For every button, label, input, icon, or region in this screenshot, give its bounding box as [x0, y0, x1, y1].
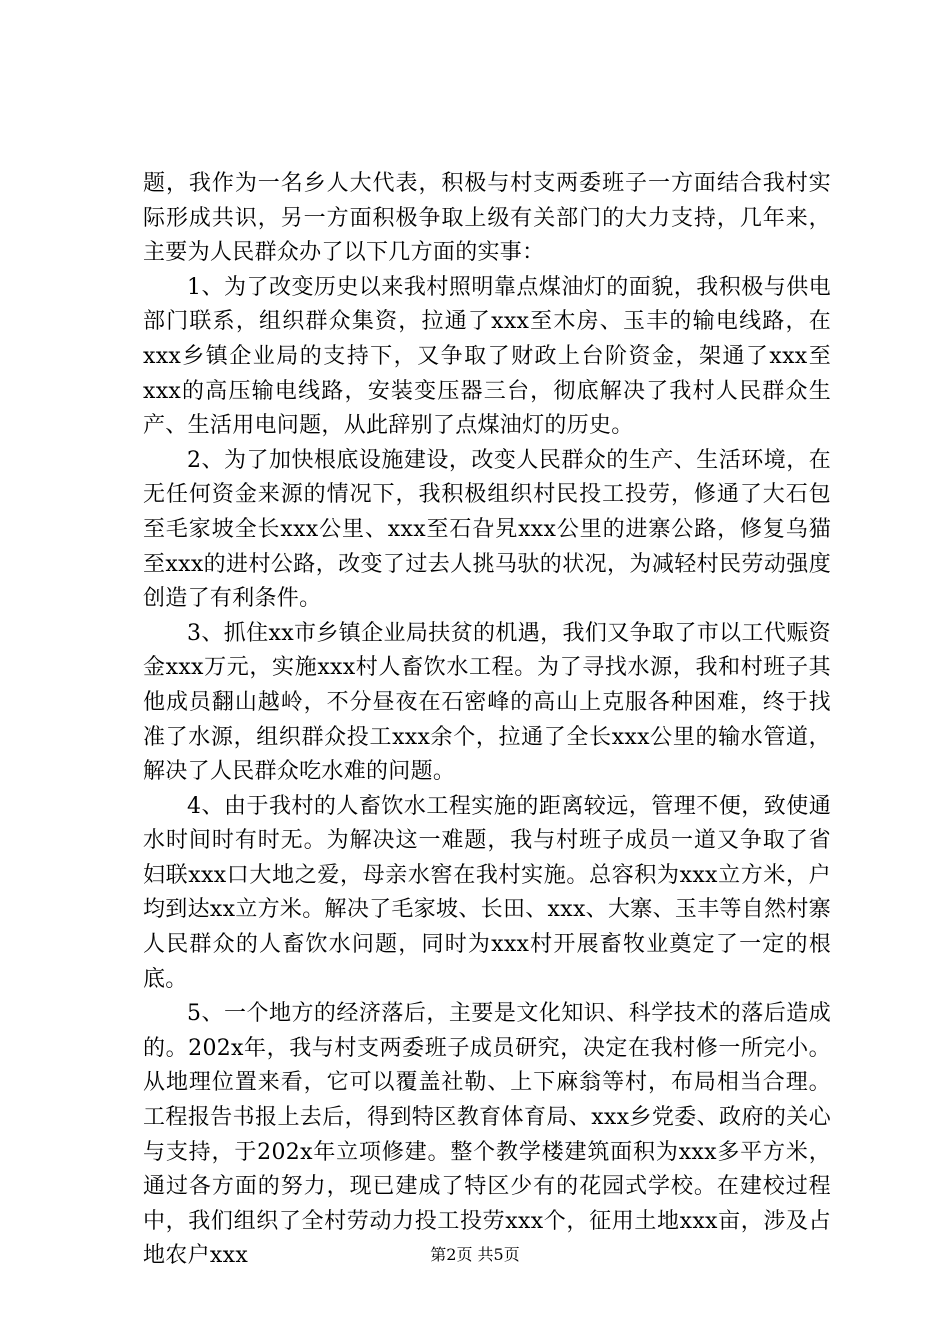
- paragraph-item-5: 5、一个地方的经济落后，主要是文化知识、科学技术的落后造成的。202x年，我与村支两委班子成员研究，决定在我村修一所完小。从地理位置来看，它可以覆盖社勒、上下麻翁等村，布局相当合理。工程报告书报上去后，得到特区教育体育局、xxx乡党委、政府的关心与支持，于202x年立项修建。整个教学楼建筑面积为xxx多平方米，通过各方面的努力，现已建成了特区少有的花园式学校。在建校过程中，我们组织了全村劳动力投工投劳xxx个，征用土地xxx亩，涉及占地农户xxx: [143, 1001, 831, 1269]
- document-body: [143, 167, 831, 1274]
- page-number-label: 第2页 共5页: [430, 1245, 520, 1264]
- paragraph-continuation: 题，我作为一名乡人大代表，积极与村支两委班子一方面结合我村实际形成共识，另一方面积极争取上级有关部门的大力支持，几年来，主要为人民群众办了以下几方面的实事：: [143, 171, 831, 266]
- page-footer: [0, 1245, 950, 1265]
- paragraph-item-2: 2、为了加快根底设施建设，改变人民群众的生产、生活环境，在无任何资金来源的情况下，我积极组织村民投工投劳，修通了大石包至毛家坡全长xxx公里、xxx至石旮旯xxx公里的进寨公路，修复乌猫至xxx的进村公路，改变了过去人挑马驮的状况，为减轻村民劳动强度创造了有利条件。: [143, 447, 831, 612]
- paragraph-item-1: 1、为了改变历史以来我村照明靠点煤油灯的面貌，我积极与供电部门联系，组织群众集资，拉通了xxx至木房、玉丰的输电线路，在xxx乡镇企业局的支持下，又争取了财政上台阶资金，架通了xxx至xxx的高压输电线路，安装变压器三台，彻底解决了我村人民群众生产、生活用电问题，从此辞别了点煤油灯的历史。: [143, 274, 831, 439]
- paragraph-item-3: 3、抓住xx市乡镇企业局扶贫的机遇，我们又争取了市以工代赈资金xxx万元，实施xxx村人畜饮水工程。为了寻找水源，我和村班子其他成员翻山越岭，不分昼夜在石密峰的高山上克服各种困难，终于找准了水源，组织群众投工xxx余个，拉通了全长xxx公里的输水管道，解决了人民群众吃水难的问题。: [143, 620, 831, 785]
- paragraph-item-4: 4、由于我村的人畜饮水工程实施的距离较远，管理不便，致使通水时间时有时无。为解决这一难题，我与村班子成员一道又争取了省妇联xxx口大地之爱，母亲水窖在我村实施。总容积为xxx立方米，户均到达xx立方米。解决了毛家坡、长田、xxx、大寨、玉丰等自然村寨人民群众的人畜饮水问题，同时为xxx村开展畜牧业奠定了一定的根底。: [143, 793, 831, 992]
